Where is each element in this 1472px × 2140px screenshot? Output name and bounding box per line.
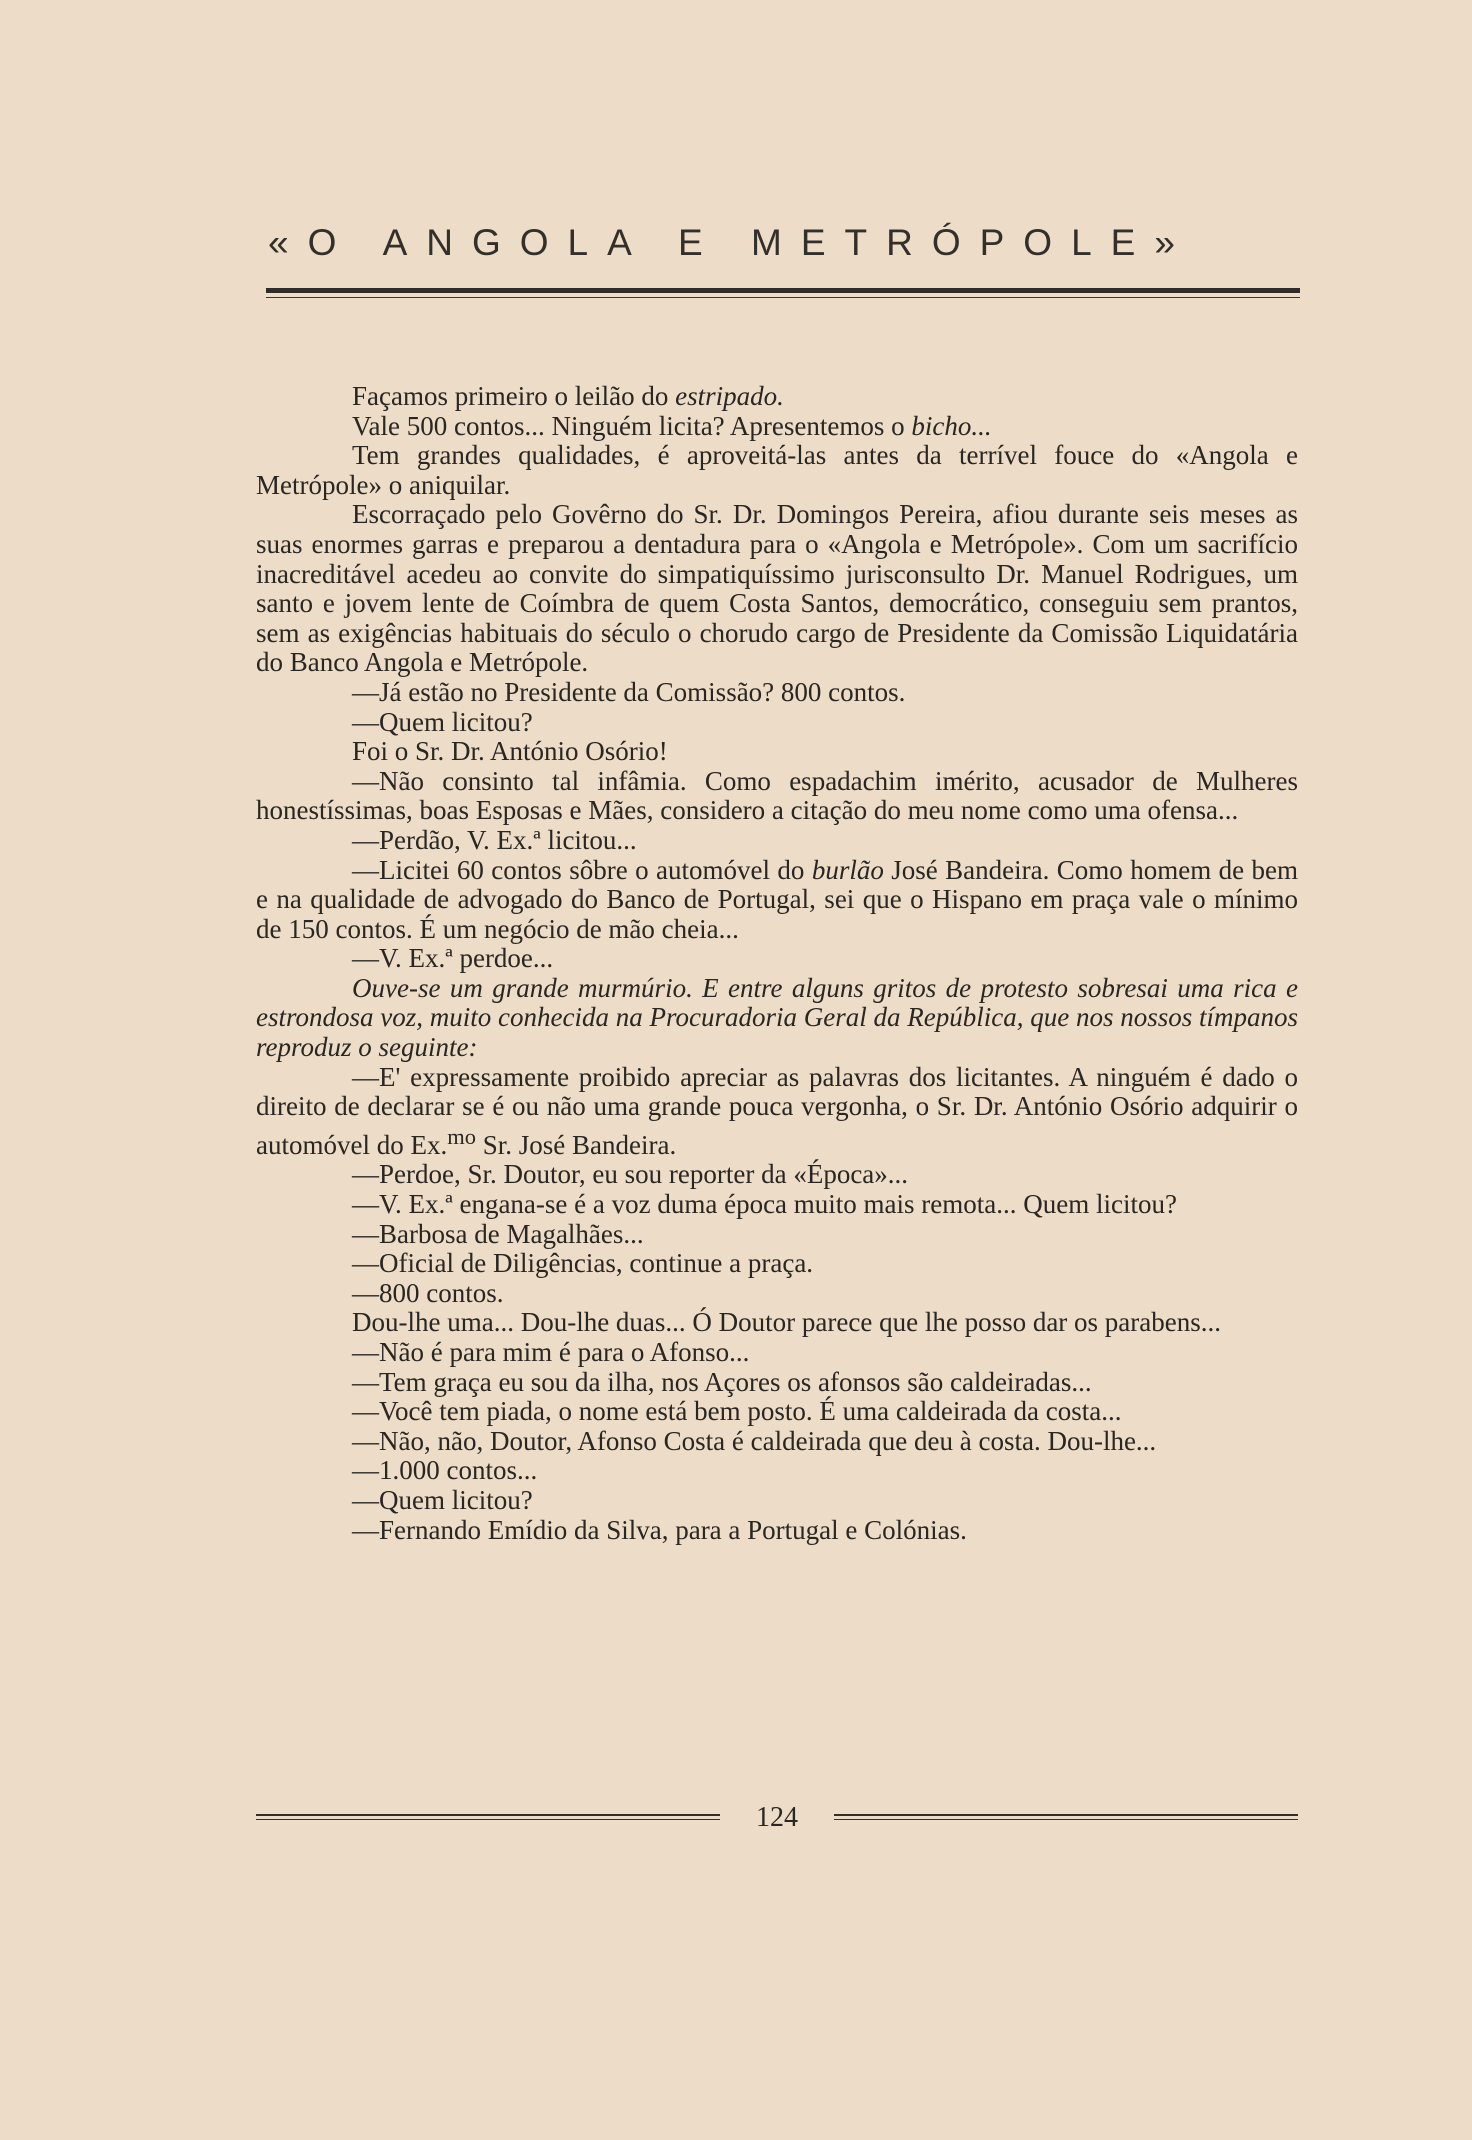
- paragraph: —Não consinto tal infâmia. Como espadachim imérito, acusador de Mulheres honestíssimas, boas Esposas e Mães, considero a citação do meu nome como uma ofensa...: [256, 765, 1298, 826]
- header-rule-thick: [266, 288, 1300, 293]
- paragraph: —Barbosa de Magalhães...: [352, 1218, 644, 1249]
- footer-rule-right: [834, 1814, 1298, 1816]
- paragraph: —Já estão no Presidente da Comissão? 800 contos.: [352, 676, 906, 707]
- paragraph: Tem grandes qualidades, é aproveitá-las antes da terrível fouce do «Angola e Metrópole» o aniquilar.: [256, 440, 1298, 500]
- paragraph: —Oficial de Diligências, continue a praça.: [352, 1248, 814, 1279]
- paragraph: —Perdão, V. Ex.ª licitou...: [352, 824, 637, 855]
- paragraph: —Não é para mim é para o Afonso...: [352, 1337, 750, 1367]
- paragraph: —Quem licitou?: [352, 706, 533, 737]
- page-number: 124: [756, 1802, 798, 1833]
- paragraph: Vale 500 contos... Ninguém licita? Apresentemos o bicho...: [352, 410, 992, 441]
- paragraph: Foi o Sr. Dr. António Osório!: [352, 736, 668, 767]
- paragraph: —1.000 contos...: [352, 1455, 538, 1486]
- paragraph: —Não, não, Doutor, Afonso Costa é caldeirada que deu à costa. Dou-lhe...: [352, 1425, 1157, 1456]
- paragraph: —Quem licitou?: [352, 1484, 533, 1515]
- paragraph: —800 contos.: [352, 1277, 504, 1308]
- paragraph: —Perdoe, Sr. Doutor, eu sou reporter da «Época»...: [352, 1159, 909, 1190]
- paragraph: Dou-lhe uma... Dou-lhe duas... Ó Doutor parece que lhe posso dar os parabens...: [352, 1307, 1222, 1338]
- paragraph: Escorraçado pelo Govêrno do Sr. Dr. Domingos Pereira, afiou durante seis meses as suas enormes garras e preparou a dentadura para o «Angola e Metrópole». Com um sacrifício inacreditável acedeu ao convite do simpatiquíssimo jurisconsulto Dr. Manuel Rodrigues, um santo e jovem lente de Coímbra de quem Costa Santos, democrático, conseguiu sem prantos, sem as exigências habituais do século o chorudo cargo de Presidente da Comissão Liquidatária do Banco Angola e Metrópole.: [256, 499, 1298, 678]
- paragraph: Façamos primeiro o leilão do estripado.: [352, 381, 784, 411]
- body-text: [256, 382, 1298, 1545]
- paragraph: —V. Ex.ª engana-se é a voz duma época muito mais remota... Quem licitou?: [352, 1189, 1177, 1220]
- paragraph: Ouve-se um grande murmúrio. E entre alguns gritos de protesto sobresai uma rica e estrondosa voz, muito conhecida na Procuradoria Geral da República, que nos nossos tímpanos reproduz o seguinte:: [256, 972, 1298, 1063]
- paragraph: —Licitei 60 contos sôbre o automóvel do burlão José Bandeira. Como homem de bem e na qualidade de advogado do Banco de Portugal, sei que o Hispano em praça vale o mínimo de 150 contos. É um negócio de mão cheia...: [256, 854, 1298, 944]
- running-header: «O ANGOLA E METRÓPOLE»: [268, 222, 1194, 263]
- paragraph: —E' expressamente proibido apreciar as palavras dos licitantes. A ninguém é dado o direito de declarar se é ou não uma grande pouca vergonha, o Sr. Dr. António Osório adquirir o automóvel do Ex.$^{mo}$ Sr. José Bandeira.: [256, 1061, 1298, 1160]
- header-rule-thin: [266, 297, 1300, 298]
- paragraph: —Você tem piada, o nome está bem posto. É uma caldeirada da costa...: [352, 1396, 1122, 1427]
- footer: [256, 1802, 1298, 1832]
- paragraph: —V. Ex.ª perdoe...: [352, 943, 554, 974]
- footer-rule-right-thin: [834, 1819, 1298, 1820]
- paragraph: —Fernando Emídio da Silva, para a Portugal e Colónias.: [352, 1514, 967, 1545]
- paragraph: —Tem graça eu sou da ilha, nos Açores os afonsos são caldeiradas...: [352, 1366, 1092, 1397]
